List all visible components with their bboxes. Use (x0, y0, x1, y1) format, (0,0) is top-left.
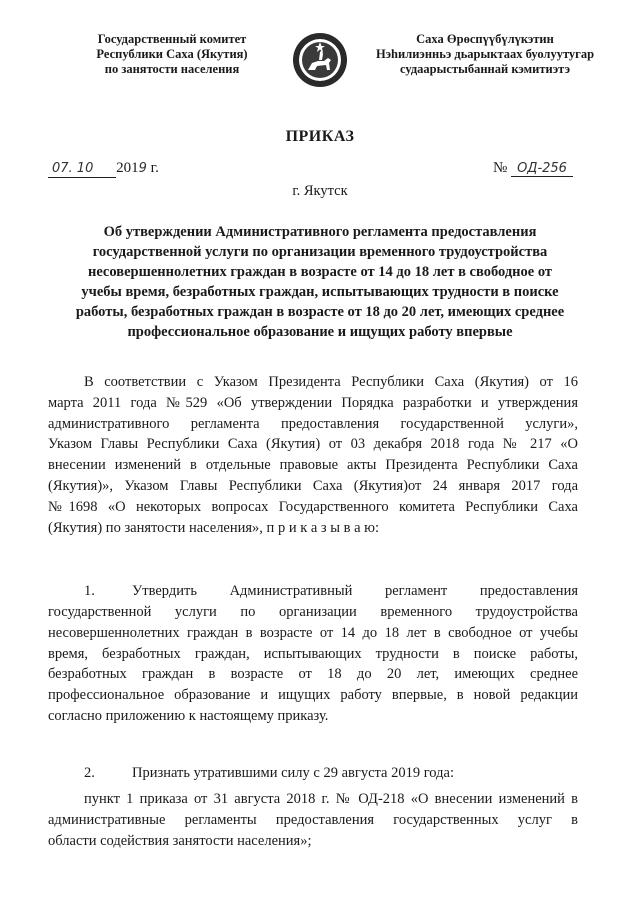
issuer-line: Государственный комитет (97, 32, 247, 46)
order-item-2 (48, 763, 578, 784)
body-line: государственной услуги по организации временного трудоустройства (48, 604, 578, 620)
item-first-row (48, 763, 578, 784)
document-type: ПРИКАЗ (285, 128, 355, 145)
date-year-hand: 9 (138, 161, 147, 176)
title-line: учебы время, безработных граждан, испытывающих трудности в поиске (81, 284, 559, 300)
body-line: Утвердить Административный регламент предоставления (132, 583, 578, 599)
body-line: Признать утратившими силу с 29 августа 2019 года: (132, 765, 454, 781)
issuer-line: Нэһилиэнньэ дьарыктаах буолуутугар (375, 47, 595, 61)
body-line: Указом Главы Республики Саха (Якутия) от 03 декабря 2018 года № 217 «О (48, 436, 578, 453)
issuer-line: Саха Өрөспүүбүлүкэтин (416, 32, 554, 46)
title-line: работы, безработных граждан в возрасте от 18 до 20 лет, имеющих среднее (75, 304, 565, 320)
body-line: марта 2011 года №529 «Об утверждении Порядка разработки и утверждения (48, 394, 578, 411)
body-line: пункт 1 приказа от 31 августа 2018 г. № ОД-218 «О внесении изменений в (84, 791, 578, 807)
item-first-row (48, 581, 578, 602)
sakha-emblem-icon (290, 30, 350, 90)
issuer-line: Республики Саха (Якутия) (96, 47, 248, 61)
city: г. Якутск (292, 183, 348, 199)
body-line: В соответствии с Указом Президента Республики Саха (Якутия) от 16 (84, 374, 578, 390)
title-line: несовершеннолетних граждан в возрасте от 14 до 18 лет в свободное от (87, 264, 553, 280)
issuer-name-russian (62, 32, 282, 77)
body-line: внесении изменений в отдельные правовые акты Президента Республики Саха (48, 457, 578, 474)
order-title (55, 222, 585, 342)
preamble-paragraph (48, 372, 578, 538)
title-line: государственной услуги по организации временного трудоустройства (92, 244, 548, 260)
body-line: профессиональное образование и ищущих работу впервые, в новой редакции (48, 687, 578, 704)
date-day-month: 07. 10 (52, 161, 94, 176)
body-line: согласно приложению к настоящему приказу. (48, 707, 329, 724)
issuer-line: судаарыстыбаннай кэмитиэтэ (400, 62, 570, 76)
item-2-subparagraph (48, 789, 578, 851)
title-line: профессиональное образование и ищущих работу впервые (127, 324, 513, 340)
order-number (493, 160, 573, 177)
item-number: 2. (84, 765, 95, 781)
number-prefix: № (493, 160, 508, 176)
order-date (48, 160, 159, 178)
body-line: (Якутия) по занятости населения», п р и к а з ы в а ю: (48, 519, 380, 536)
body-line: административного регламента предоставления государственной услуги», (48, 415, 578, 432)
issuer-line: по занятости населения (104, 62, 240, 76)
body-line: (Якутия)», Указом Главы Республики Саха (Якутия)от 24 января 2017 года (48, 477, 578, 494)
body-line: несовершеннолетних граждан в возрасте от 14 до 18 лет в свободное от учебы (48, 624, 578, 641)
date-suffix: г. (150, 160, 159, 176)
issuer-name-yakut (365, 32, 605, 77)
order-item-1 (48, 581, 578, 727)
body-line: административные регламенты предоставления государственных услуг в (48, 811, 578, 828)
title-line: Об утверждении Административного регламента предоставления (103, 224, 537, 240)
body-line: №1698 «О некоторых вопросах Государственного комитета Республики Саха (48, 498, 578, 515)
body-line: безработных граждан в возрасте от 18 до 20 лет, имеющих среднее (48, 666, 578, 683)
body-line: области содействия занятости населения»; (48, 832, 312, 849)
date-year-prefix: 201 (116, 160, 139, 176)
body-line: время, безработных граждан, испытывающих трудности в поиске работы, (48, 645, 578, 662)
item-number: 1. (84, 583, 95, 599)
number-value: ОД-256 (511, 161, 573, 177)
